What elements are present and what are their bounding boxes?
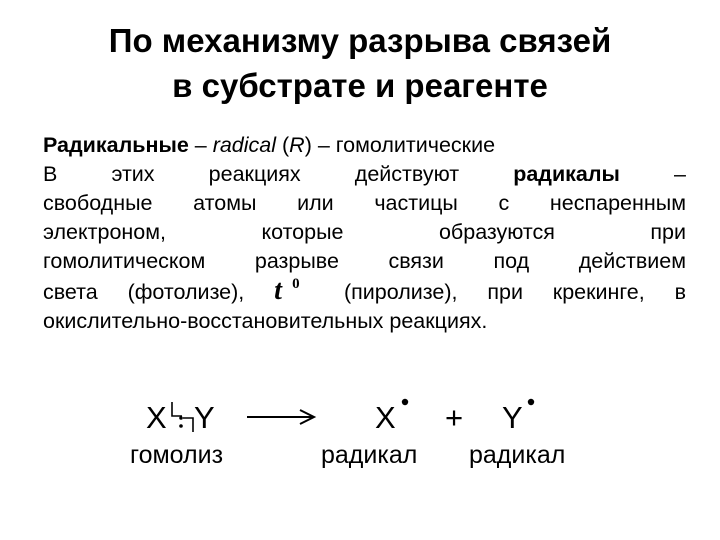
radical-dot-y bbox=[528, 399, 534, 405]
radical-dot-x bbox=[402, 399, 408, 405]
homolytic-label: ) – гомолитические bbox=[304, 133, 496, 157]
title-line-2: в субстрате и реагенте bbox=[172, 67, 548, 104]
paragraph-line-3: свободные атомы или частицы с неспаренным bbox=[43, 191, 686, 215]
paren-open: ( bbox=[276, 133, 290, 157]
t-superscript: 0 bbox=[292, 276, 300, 292]
paragraph-line-2 bbox=[43, 160, 686, 189]
radical-letter: R bbox=[289, 133, 305, 157]
paragraph-line-4: электроном, которые образуются при bbox=[43, 220, 686, 244]
reactant-x: X bbox=[146, 400, 167, 435]
radical-term: Радикальные bbox=[43, 133, 189, 157]
paragraph-line-7: окислительно-восстановительных реакциях. bbox=[43, 309, 488, 333]
line6-text-b: (пиролизе), при крекинге, в bbox=[314, 280, 686, 304]
definition-line bbox=[43, 131, 686, 160]
product-y: Y bbox=[502, 400, 523, 435]
title-line-1: По механизму разрыва связей bbox=[108, 22, 612, 59]
line2-dash: – bbox=[619, 162, 686, 186]
paragraph-line-6 bbox=[43, 276, 686, 307]
label-radical-2: радикал bbox=[469, 441, 566, 469]
label-radical-1: радикал bbox=[321, 441, 418, 469]
label-homolysis: гомолиз bbox=[130, 441, 224, 469]
line6-text-a: света (фотолизе), bbox=[43, 280, 245, 304]
electron-dot-1 bbox=[179, 416, 183, 420]
t-letter: t bbox=[274, 275, 282, 306]
dash: – bbox=[188, 133, 213, 157]
temperature-symbol bbox=[274, 276, 314, 305]
reaction-arrow-icon bbox=[247, 410, 314, 424]
body-text bbox=[43, 131, 686, 336]
product-x: X bbox=[375, 400, 396, 435]
bond-cleavage-icon bbox=[172, 402, 193, 432]
slide-title bbox=[0, 18, 720, 108]
line2-text: В этих реакциях действуют bbox=[43, 162, 514, 186]
radicals-bold: радикалы bbox=[513, 162, 620, 186]
paragraph-line-5: гомолитическом разрыве связи под действием bbox=[43, 249, 686, 273]
plus-sign: + bbox=[445, 400, 464, 435]
reactant-y: Y bbox=[194, 400, 215, 435]
radical-english: radical bbox=[212, 133, 277, 157]
electron-dot-2 bbox=[179, 424, 183, 428]
